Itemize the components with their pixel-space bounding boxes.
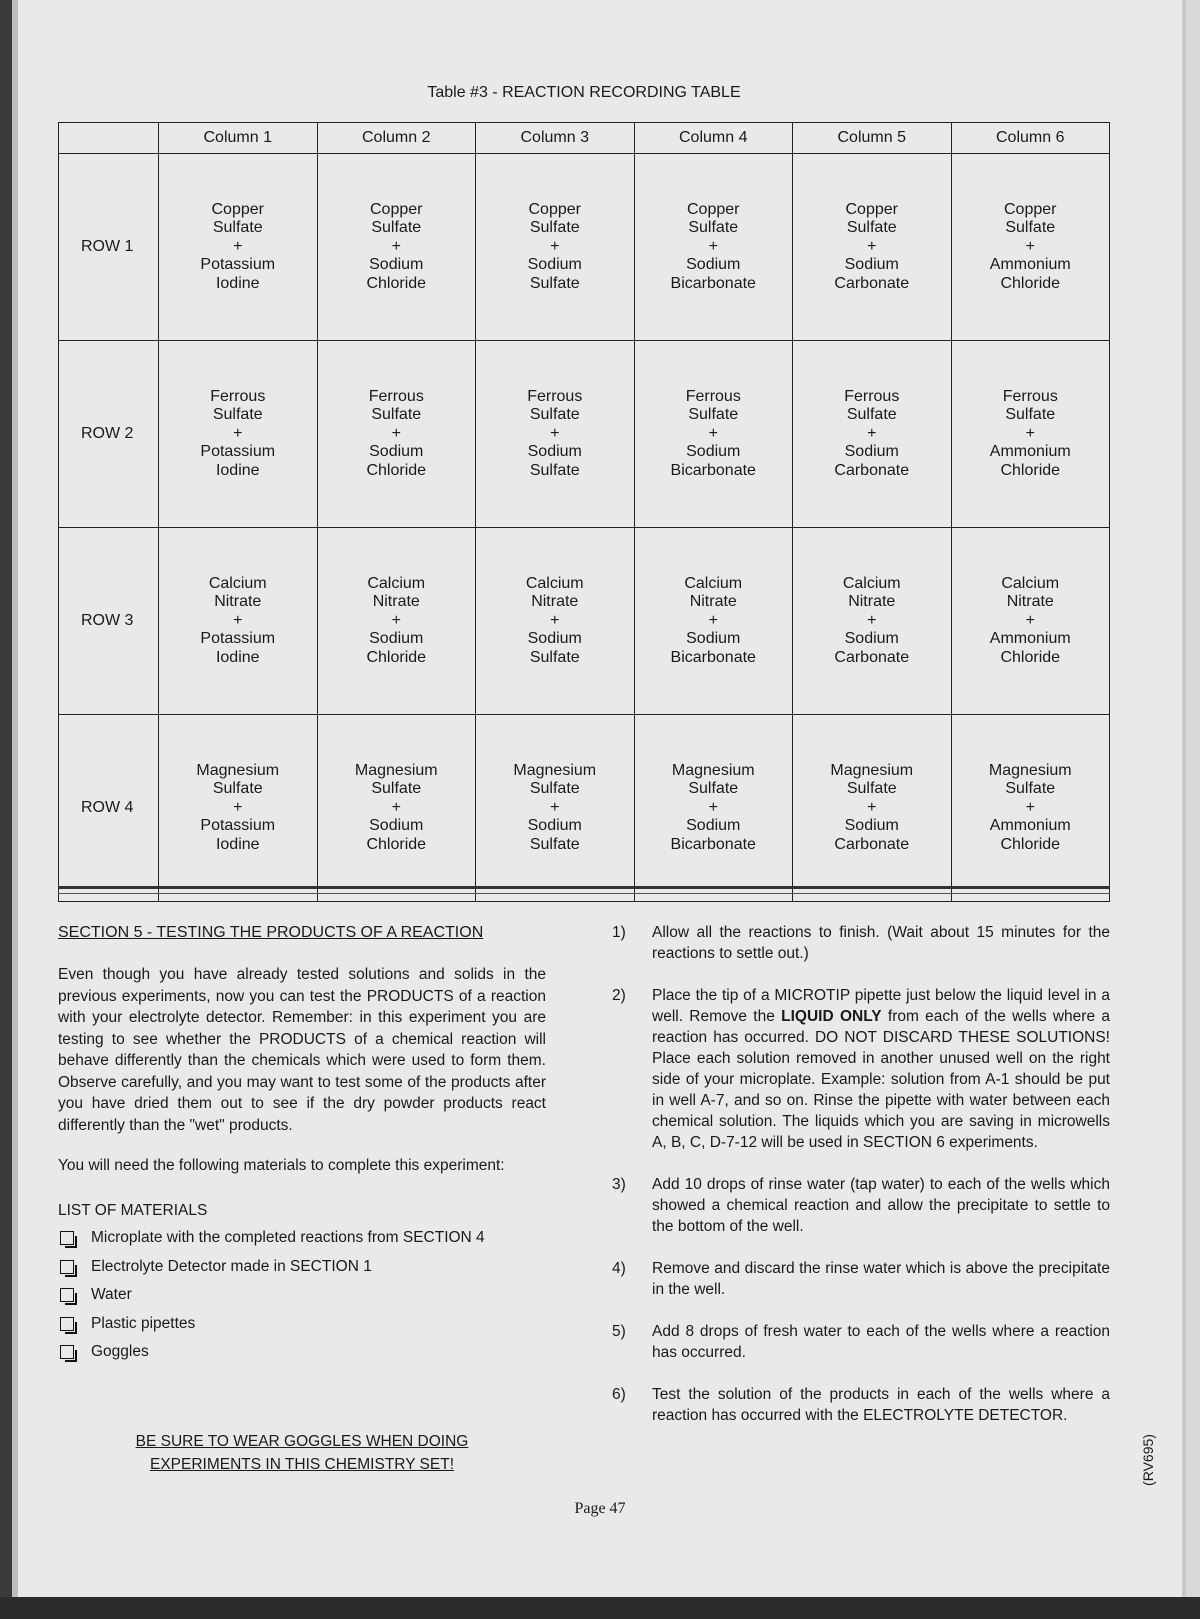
reaction-cell <box>793 715 952 902</box>
reaction-line: Sulfate <box>846 219 897 237</box>
reaction-line: Sulfate <box>529 835 580 853</box>
reaction-line: Potassium <box>200 256 276 274</box>
reaction-line: Potassium <box>200 630 276 648</box>
reaction-line: Sulfate <box>371 219 422 237</box>
reaction-line: Nitrate <box>531 593 579 611</box>
reaction-line: Iodine <box>215 274 260 292</box>
list-item <box>58 1310 546 1339</box>
reaction-line: + <box>233 237 243 255</box>
page-binding-shadow <box>12 0 18 1619</box>
reaction-cell <box>317 154 476 341</box>
reaction-cell <box>634 341 793 528</box>
reaction-line: + <box>391 611 401 629</box>
step-text: Add 8 drops of fresh water to each of the wells where a reaction has occurred. <box>652 1323 1110 1361</box>
reaction-line: Bicarbonate <box>670 835 756 853</box>
step-text: Place the tip of a MICROTIP pipette just below the liquid level in a well. Remove the LIQUID ONLY from each of the wells where a reaction has occurred. DO NOT DISCARD THESE SOLUTIONS! Place each solution removed in another unused well on the right side of your microplate. Example: solution from A-1 should be put in well A-7, and so on. Rinse the pipette with water between each chemical solution. The liquids which you are saving in microwells A, B, C, D-7-12 will be used in SECTION 6 experiments. <box>652 987 1110 1151</box>
reaction-line: + <box>867 424 877 442</box>
reaction-cell <box>317 715 476 902</box>
column-header: Column 2 <box>317 123 476 154</box>
reaction-line: + <box>867 798 877 816</box>
list-item <box>58 1338 546 1367</box>
table-row <box>59 528 1110 715</box>
page-binding-edge <box>0 0 12 1619</box>
reaction-line: Magnesium <box>196 761 280 779</box>
scan-bottom-edge <box>0 1597 1200 1619</box>
reaction-cell <box>476 154 635 341</box>
reaction-cell <box>476 715 635 902</box>
reaction-line: Ferrous <box>844 387 900 405</box>
reaction-line: + <box>550 798 560 816</box>
reaction-line: Calcium <box>1001 574 1060 592</box>
reaction-line: + <box>1025 237 1035 255</box>
reaction-cell <box>951 341 1110 528</box>
reaction-line: Ammonium <box>989 630 1071 648</box>
reaction-line: Magnesium <box>988 761 1072 779</box>
checkbox-icon <box>60 1231 74 1245</box>
reaction-line: Chloride <box>1000 461 1061 479</box>
list-item <box>58 1224 546 1253</box>
reaction-line: Nitrate <box>214 593 262 611</box>
reaction-line: Sodium <box>686 256 741 274</box>
goggles-warning <box>58 1430 546 1476</box>
reaction-cell <box>951 715 1110 902</box>
reaction-line: Sodium <box>369 443 424 461</box>
reaction-line: Nitrate <box>372 593 420 611</box>
table-row <box>59 715 1110 902</box>
reaction-line: Calcium <box>208 574 267 592</box>
step-number: 2) <box>612 987 626 1004</box>
reaction-cell <box>476 341 635 528</box>
reaction-line: + <box>391 237 401 255</box>
reaction-line: Carbonate <box>834 648 910 666</box>
reaction-line: + <box>550 424 560 442</box>
reaction-line: Sodium <box>844 256 899 274</box>
material-label: Goggles <box>91 1343 149 1361</box>
reaction-line: Sodium <box>527 443 582 461</box>
document-code: (RV695) <box>1140 1434 1156 1486</box>
reaction-line: Sulfate <box>1005 780 1056 798</box>
section-divider-thin <box>58 893 1110 894</box>
column-header: Column 4 <box>634 123 793 154</box>
material-label: Microplate with the completed reactions from SECTION 4 <box>91 1229 485 1247</box>
step-text: Remove and discard the rinse water which is above the precipitate in the well. <box>652 1260 1110 1298</box>
emphasis-text: LIQUID ONLY <box>781 1008 882 1025</box>
materials-intro: You will need the following materials to complete this experiment: <box>58 1157 505 1174</box>
column-header: Column 3 <box>476 123 635 154</box>
intro-paragraph: Even though you have already tested solutions and solids in the previous experiments, now you can test the PRODUCTS of a reaction with your electrolyte detector. Remember: in this experiment you are testing to see whether the PRODUCTS of a chemical reaction will behave differently than the chemicals which were used to form them. Observe carefully, and you may want to test some of the products after you have dried them out to see if the dry powder products react differently than the "wet" products. <box>58 966 546 1134</box>
reaction-line: Potassium <box>200 443 276 461</box>
reaction-line: + <box>391 424 401 442</box>
reaction-line: Sulfate <box>846 406 897 424</box>
reaction-line: Ferrous <box>527 387 583 405</box>
reaction-cell <box>793 528 952 715</box>
procedure-steps <box>612 922 1110 1447</box>
step-item <box>612 1174 1110 1237</box>
row-label: ROW 4 <box>59 715 159 902</box>
reaction-line: Sulfate <box>371 406 422 424</box>
reaction-line: Copper <box>211 200 264 218</box>
reaction-line: + <box>1025 424 1035 442</box>
reaction-line: Calcium <box>842 574 901 592</box>
step-text: Allow all the reactions to finish. (Wait about 15 minutes for the reactions to settle out.) <box>652 924 1110 962</box>
reaction-line: Ferrous <box>368 387 424 405</box>
reaction-line: Ferrous <box>685 387 741 405</box>
table-row <box>59 154 1110 341</box>
reaction-line: + <box>708 424 718 442</box>
reaction-line: + <box>233 798 243 816</box>
reaction-cell <box>159 528 318 715</box>
reaction-line: Carbonate <box>834 461 910 479</box>
reaction-line: Chloride <box>1000 835 1061 853</box>
reaction-line: Sulfate <box>529 780 580 798</box>
reaction-line: Sodium <box>844 630 899 648</box>
reaction-line: Magnesium <box>513 761 597 779</box>
reaction-line: Magnesium <box>671 761 755 779</box>
reaction-line: Sulfate <box>529 219 580 237</box>
reaction-line: Ammonium <box>989 256 1071 274</box>
reaction-line: + <box>1025 611 1035 629</box>
reaction-line: Calcium <box>367 574 426 592</box>
step-number: 5) <box>612 1323 626 1340</box>
reaction-line: + <box>867 611 877 629</box>
reaction-cell <box>634 154 793 341</box>
reaction-cell <box>634 715 793 902</box>
reaction-line: + <box>1025 798 1035 816</box>
reaction-line: Bicarbonate <box>670 461 756 479</box>
reaction-line: + <box>708 237 718 255</box>
reaction-line: Sulfate <box>212 780 263 798</box>
reaction-line: Sulfate <box>688 780 739 798</box>
step-item <box>612 1384 1110 1426</box>
reaction-line: Copper <box>845 200 898 218</box>
reaction-line: + <box>550 611 560 629</box>
reaction-line: Carbonate <box>834 274 910 292</box>
step-item <box>612 1258 1110 1300</box>
reaction-line: Bicarbonate <box>670 274 756 292</box>
step-text: Add 10 drops of rinse water (tap water) to each of the wells which showed a chemical reaction and allow the precipitate to settle to the bottom of the well. <box>652 1176 1110 1235</box>
table-title: Table #3 - REACTION RECORDING TABLE <box>427 84 741 101</box>
page-right-shadow <box>1182 0 1186 1619</box>
reaction-line: + <box>233 611 243 629</box>
reaction-line: Sulfate <box>529 648 580 666</box>
reaction-line: Ammonium <box>989 817 1071 835</box>
reaction-line: Sodium <box>686 817 741 835</box>
reaction-line: Sodium <box>527 256 582 274</box>
row-label: ROW 1 <box>59 154 159 341</box>
materials-list <box>58 1224 546 1367</box>
step-number: 3) <box>612 1176 626 1193</box>
reaction-recording-table <box>58 122 1110 902</box>
reaction-cell <box>634 528 793 715</box>
reaction-line: Calcium <box>525 574 584 592</box>
reaction-line: + <box>867 237 877 255</box>
reaction-line: Sulfate <box>371 780 422 798</box>
reaction-line: Chloride <box>1000 648 1061 666</box>
reaction-line: Magnesium <box>354 761 438 779</box>
reaction-line: + <box>233 424 243 442</box>
reaction-line: Sulfate <box>846 780 897 798</box>
material-label: Electrolyte Detector made in SECTION 1 <box>91 1257 372 1275</box>
reaction-line: Carbonate <box>834 835 910 853</box>
page-right-edge <box>1185 0 1200 1619</box>
reaction-line: Iodine <box>215 461 260 479</box>
reaction-cell <box>793 341 952 528</box>
step-number: 4) <box>612 1260 626 1277</box>
reaction-line: Sulfate <box>688 219 739 237</box>
table-row <box>59 341 1110 528</box>
reaction-line: Chloride <box>366 835 427 853</box>
step-item <box>612 1321 1110 1363</box>
row-label: ROW 2 <box>59 341 159 528</box>
step-number: 6) <box>612 1386 626 1403</box>
reaction-cell <box>951 154 1110 341</box>
reaction-line: Chloride <box>366 461 427 479</box>
column-header: Column 1 <box>159 123 318 154</box>
reaction-cell <box>476 528 635 715</box>
reaction-line: Sodium <box>844 443 899 461</box>
reaction-line: Copper <box>1004 200 1057 218</box>
reaction-line: + <box>550 237 560 255</box>
reaction-line: Calcium <box>684 574 743 592</box>
checkbox-icon <box>60 1317 74 1331</box>
reaction-line: Iodine <box>215 835 260 853</box>
column-header: Column 6 <box>951 123 1110 154</box>
step-item <box>612 985 1110 1153</box>
reaction-line: Sulfate <box>212 406 263 424</box>
reaction-line: Sodium <box>686 630 741 648</box>
reaction-line: Sulfate <box>1005 219 1056 237</box>
section-heading: SECTION 5 - TESTING THE PRODUCTS OF A REACTION <box>58 924 484 941</box>
reaction-line: Nitrate <box>689 593 737 611</box>
row-label: ROW 3 <box>59 528 159 715</box>
material-label: Water <box>91 1286 132 1304</box>
reaction-line: Potassium <box>200 817 276 835</box>
reaction-line: Sulfate <box>529 406 580 424</box>
reaction-line: Copper <box>528 200 581 218</box>
reaction-line: Ferrous <box>210 387 266 405</box>
reaction-line: Sodium <box>686 443 741 461</box>
column-header: Column 5 <box>793 123 952 154</box>
step-text: Test the solution of the products in each of the wells where a reaction has occurred with the ELECTROLYTE DETECTOR. <box>652 1386 1110 1424</box>
reaction-line: Magnesium <box>830 761 914 779</box>
reaction-line: Nitrate <box>848 593 896 611</box>
checkbox-icon <box>60 1288 74 1302</box>
reaction-line: Sodium <box>844 817 899 835</box>
reaction-line: Sodium <box>369 817 424 835</box>
reaction-line: Sulfate <box>212 219 263 237</box>
page-number: Page 47 <box>574 1500 626 1517</box>
reaction-cell <box>793 154 952 341</box>
checkbox-icon <box>60 1345 74 1359</box>
reaction-cell <box>317 341 476 528</box>
reaction-line: + <box>391 798 401 816</box>
reaction-cell <box>159 715 318 902</box>
reaction-line: Iodine <box>215 648 260 666</box>
list-item <box>58 1281 546 1310</box>
list-item <box>58 1253 546 1282</box>
reaction-cell <box>159 154 318 341</box>
reaction-line: Sodium <box>527 817 582 835</box>
reaction-line: Copper <box>370 200 423 218</box>
reaction-line: Sulfate <box>688 406 739 424</box>
goggles-warning-line: BE SURE TO WEAR GOGGLES WHEN DOING <box>135 1433 469 1450</box>
reaction-line: Sodium <box>369 630 424 648</box>
reaction-line: + <box>708 798 718 816</box>
reaction-line: Ammonium <box>989 443 1071 461</box>
reaction-line: Ferrous <box>1002 387 1058 405</box>
reaction-line: Sodium <box>527 630 582 648</box>
step-number: 1) <box>612 924 626 941</box>
reaction-line: Chloride <box>366 648 427 666</box>
reaction-line: Chloride <box>366 274 427 292</box>
goggles-warning-line: EXPERIMENTS IN THIS CHEMISTRY SET! <box>149 1456 455 1473</box>
checkbox-icon <box>60 1260 74 1274</box>
reaction-line: Bicarbonate <box>670 648 756 666</box>
reaction-line: Sulfate <box>529 461 580 479</box>
table-corner-cell <box>59 123 159 154</box>
reaction-line: Sulfate <box>529 274 580 292</box>
material-label: Plastic pipettes <box>91 1314 196 1332</box>
materials-heading: LIST OF MATERIALS <box>58 1202 208 1219</box>
reaction-line: Chloride <box>1000 274 1061 292</box>
reaction-line: Sulfate <box>1005 406 1056 424</box>
reaction-line: Copper <box>687 200 740 218</box>
reaction-cell <box>317 528 476 715</box>
step-item <box>612 922 1110 964</box>
table-header-row <box>59 123 1110 154</box>
reaction-cell <box>951 528 1110 715</box>
reaction-cell <box>159 341 318 528</box>
reaction-line: + <box>708 611 718 629</box>
reaction-line: Nitrate <box>1006 593 1054 611</box>
section-divider <box>58 886 1110 889</box>
reaction-line: Sodium <box>369 256 424 274</box>
